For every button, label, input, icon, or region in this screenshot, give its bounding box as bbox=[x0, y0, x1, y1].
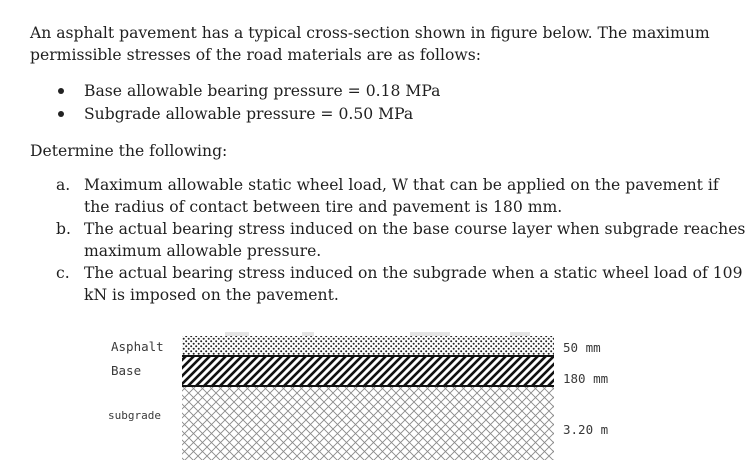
question-line: The actual bearing stress induced on the subgrade when a static wheel load of 109 bbox=[84, 264, 743, 282]
subgrade-layer bbox=[182, 387, 554, 460]
question-line: Maximum allowable static wheel load, W that can be applied on the pavement if bbox=[84, 176, 719, 194]
question-line: maximum allowable pressure. bbox=[84, 242, 322, 260]
bullet-dot-icon bbox=[58, 111, 64, 117]
bullet-dot-icon bbox=[58, 88, 64, 94]
determine-heading: Determine the following: bbox=[30, 142, 228, 160]
question-b bbox=[56, 218, 746, 262]
question-marker: b. bbox=[56, 220, 71, 238]
thickness-asphalt: 50 mm bbox=[563, 340, 601, 355]
question-line: the radius of contact between tire and pavement is 180 mm. bbox=[84, 198, 563, 216]
intro-line-1: An asphalt pavement has a typical cross-section shown in figure below. The maximum bbox=[30, 24, 710, 42]
intro-line-2: permissible stresses of the road materials are as follows: bbox=[30, 46, 482, 64]
base-layer bbox=[182, 357, 554, 386]
thickness-subgrade: 3.20 m bbox=[563, 422, 609, 437]
question-a bbox=[56, 174, 719, 218]
bullet-text-base: Base allowable bearing pressure = 0.18 MPa bbox=[84, 82, 441, 100]
question-line: The actual bearing stress induced on the base course layer when subgrade reaches bbox=[84, 220, 746, 238]
layer-label-subgrade: subgrade bbox=[108, 409, 161, 422]
asphalt-layer bbox=[182, 336, 554, 356]
thickness-base: 180 mm bbox=[563, 371, 609, 386]
layer-label-asphalt: Asphalt bbox=[111, 339, 164, 354]
pavement-cross-section bbox=[180, 330, 554, 460]
question-line: kN is imposed on the pavement. bbox=[84, 286, 339, 304]
question-marker: a. bbox=[56, 176, 71, 194]
intro-paragraph bbox=[30, 22, 710, 66]
question-list bbox=[56, 174, 746, 306]
question-marker: c. bbox=[56, 264, 70, 282]
layer-label-base: Base bbox=[111, 363, 142, 378]
question-c bbox=[56, 262, 743, 306]
bullet-text-subgrade: Subgrade allowable pressure = 0.50 MPa bbox=[84, 105, 414, 123]
